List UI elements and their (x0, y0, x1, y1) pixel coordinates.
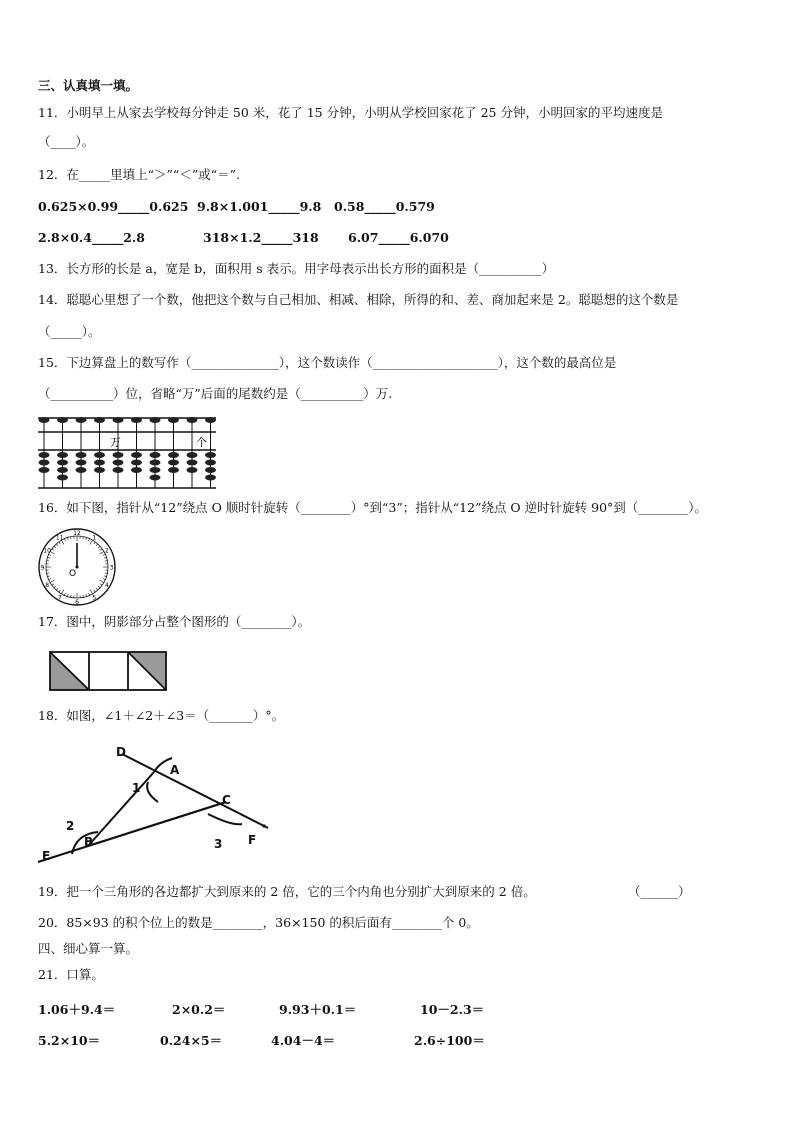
q20-text: 20．85×93 的积个位上的数是________，36×150 的积后面有________个 0。 (38, 915, 479, 930)
clock-number: 4 (104, 581, 109, 589)
abacus-lower-bead (168, 452, 179, 458)
q12-prompt: 12．在_____里填上“＞”“＜”或“＝”. (38, 167, 240, 182)
q15-line2: （__________）位，省略“万”后面的尾数约是（__________）万. (38, 386, 393, 401)
abacus-lower-bead (113, 452, 124, 458)
abacus-lower-bead (131, 467, 142, 473)
abacus-lower-bead (94, 467, 105, 473)
q12-item: 6.07_____6.070 (348, 230, 449, 245)
abacus-lower-bead (168, 467, 179, 473)
abacus-lower-bead (57, 452, 68, 458)
abacus-lower-bead (187, 452, 198, 458)
clock-number: 8 (45, 581, 50, 589)
q12-item: 9.8×1.001_____9.8 (197, 199, 322, 214)
q14-line2: （_____）。 (38, 324, 101, 339)
angle-figure (36, 740, 276, 870)
abacus-lower-bead (39, 452, 50, 458)
abacus-upper-bead (205, 417, 216, 423)
abacus-lower-bead (150, 467, 161, 473)
abacus-upper-bead (113, 417, 124, 423)
q12-item: 0.625×0.99_____0.625 (38, 199, 189, 214)
q21-prompt: 21．口算。 (38, 967, 104, 982)
abacus-lower-bead (76, 452, 87, 458)
point-label-b: B (84, 835, 94, 849)
q12-item: 318×1.2_____318 (203, 230, 319, 245)
abacus-lower-bead (39, 467, 50, 473)
q12-item: 0.58_____0.579 (334, 199, 435, 214)
abacus-lower-bead (113, 467, 124, 473)
abacus-lower-bead (76, 460, 87, 466)
abacus-upper-bead (131, 417, 142, 423)
clock-center-label: O (69, 569, 77, 579)
abacus-lower-bead (205, 475, 216, 481)
abacus-figure (36, 410, 226, 490)
abacus-lower-bead (76, 467, 87, 473)
clock-number: 3 (109, 564, 114, 572)
abacus-upper-bead (76, 417, 87, 423)
clock-number: 10 (43, 547, 51, 555)
clock-number: 6 (75, 599, 79, 606)
abacus-lower-bead (150, 475, 161, 481)
point-label-d: D (116, 745, 126, 759)
abacus-lower-bead (131, 460, 142, 466)
abacus-lower-bead (150, 460, 161, 466)
clock-number: 2 (104, 547, 109, 555)
q11-line1: 11．小明早上从家去学校每分钟走 50 米，花了 15 分钟，小明从学校回家花了 25 分钟，小明回家的平均速度是 (38, 105, 663, 120)
abacus-upper-bead (39, 417, 50, 423)
oral-calc-item: 9.93＋0.1＝ (279, 1002, 357, 1017)
oral-calc-item: 4.04－4＝ (271, 1033, 336, 1048)
angle-label-1: 1 (132, 781, 141, 795)
section-title: 三、认真填一填。 (38, 78, 139, 93)
abacus-lower-bead (131, 452, 142, 458)
abacus-lower-bead (168, 460, 179, 466)
point-label-a: A (170, 763, 180, 777)
abacus-upper-bead (57, 417, 68, 423)
oral-calc-item: 2.6÷100＝ (414, 1033, 485, 1048)
abacus-lower-bead (205, 452, 216, 458)
clock-number: 1 (92, 534, 97, 542)
abacus-lower-bead (205, 467, 216, 473)
oral-calc-item: 1.06＋9.4＝ (38, 1002, 116, 1017)
abacus-lower-bead (205, 460, 216, 466)
oral-calc-item: 5.2×10＝ (38, 1033, 101, 1048)
abacus-upper-bead (187, 417, 198, 423)
q15-line1: 15．下边算盘上的数写作（______________），这个数读作（____________________），这个数的最高位是 (38, 355, 617, 370)
q16-text: 16．如下图，指针从“12”绕点 O 顺时针旋转（________）°到“3”；指针从“12”绕点 O 逆时针旋转 90°到（________）。 (38, 500, 708, 515)
point-label-e: E (42, 849, 51, 863)
q18-text: 18．如图，∠1＋∠2＋∠3＝（_______）°。 (38, 708, 285, 723)
point-label-c: C (222, 793, 231, 807)
abacus-lower-bead (39, 460, 50, 466)
abacus-upper-bead (168, 417, 179, 423)
clock-number: 12 (73, 530, 81, 537)
abacus-lower-bead (57, 460, 68, 466)
abacus-lower-bead (57, 467, 68, 473)
abacus-upper-bead (150, 417, 161, 423)
clock-figure (36, 526, 118, 608)
clock-number: 5 (92, 594, 97, 602)
abacus-label-ge: 个 (196, 436, 207, 449)
point-label-f: F (248, 833, 257, 847)
q19-text: 19．把一个三角形的各边都扩大到原来的 2 倍，它的三个内角也分别扩大到原来的 2 倍。 (38, 884, 536, 899)
abacus-lower-bead (150, 452, 161, 458)
abacus-lower-bead (57, 475, 68, 481)
abacus-upper-bead (94, 417, 105, 423)
oral-calc-item: 0.24×5＝ (160, 1033, 223, 1048)
shaded-rectangles-figure (48, 650, 172, 694)
abacus-lower-bead (187, 460, 198, 466)
q13-text: 13．长方形的长是 a，宽是 b，面积用 s 表示。用字母表示出长方形的面积是（__________） (38, 261, 555, 276)
clock-number: 11 (55, 534, 64, 542)
abacus-lower-bead (113, 460, 124, 466)
abacus-lower-bead (187, 467, 198, 473)
oral-calc-item: 10－2.3＝ (420, 1002, 485, 1017)
q17-text: 17．图中，阴影部分占整个图形的（________）。 (38, 614, 311, 629)
q12-item: 2.8×0.4_____2.8 (38, 230, 145, 245)
abacus-lower-bead (94, 452, 105, 458)
clock-number: 7 (57, 594, 62, 602)
angle-label-2: 2 (66, 819, 75, 833)
oral-calc-item: 2×0.2＝ (172, 1002, 226, 1017)
angle-label-3: 3 (214, 837, 223, 851)
q11-line2: （____）。 (38, 134, 95, 149)
q14-line1: 14．聪聪心里想了一个数，他把这个数与自己相加、相减、相除，所得的和、差、商加起来是 2。聪聪想的这个数是 (38, 292, 679, 307)
q19-answer: （______） (628, 884, 691, 899)
abacus-label-wan: 万 (110, 436, 121, 449)
section-title: 四、细心算一算。 (38, 941, 139, 956)
abacus-lower-bead (94, 460, 105, 466)
clock-number: 9 (40, 564, 45, 572)
